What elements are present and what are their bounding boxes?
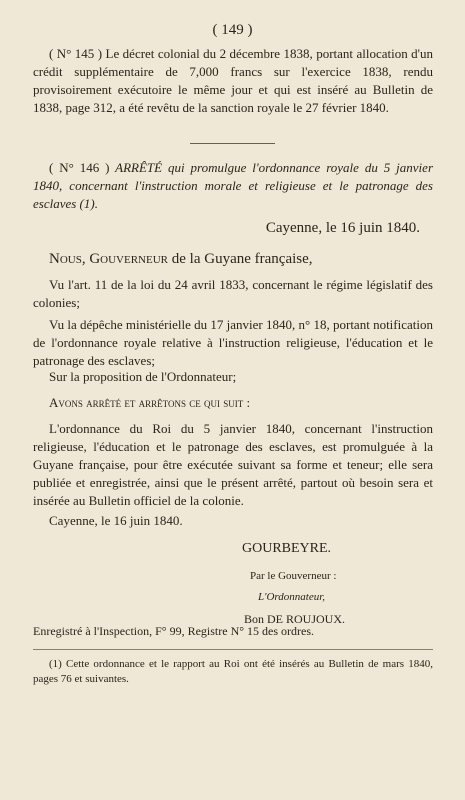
closing-dateline: Cayenne, le 16 juin 1840. — [49, 513, 183, 528]
decree-146-title: ARRÊTÉ qui promulgue l'ordonnance royale du 5 janvier 1840, concernant l'instruction morale et religieuse et le patronage des esclaves (1). — [33, 160, 433, 211]
governor-signature: GOURBEYRE. — [242, 541, 332, 556]
footnote: (1) Cette ordonnance et le rapport au Roi ont été insérés au Bulletin de mars 1840, pages 76 et suivantes. — [33, 658, 433, 685]
paragraph-proposition: Sur la proposition de l'Ordonnateur; — [49, 369, 237, 384]
ordonnateur-title: L'Ordonnateur, — [258, 591, 326, 603]
paragraph-vu-loi: Vu l'art. 11 de la loi du 24 avril 1833, concernant le régime législatif des colonies; — [33, 277, 433, 310]
registration-note: Enregistré à l'Inspection, F° 99, Registre N° 15 des ordres. — [33, 624, 315, 638]
paragraph-avons-arrete: Avons arrêté et arrêtons ce qui suit : — [49, 395, 251, 410]
footnote-divider — [33, 649, 433, 650]
decree-146-number: ( N° 146 ) — [49, 160, 110, 175]
decree-145-paragraph — [33, 45, 433, 117]
par-le-gouverneur: Par le Gouverneur : — [250, 570, 337, 582]
decree-146-heading — [33, 159, 433, 213]
section-divider — [190, 143, 275, 144]
decree-145-number: ( N° 145 ) — [49, 46, 103, 61]
paragraph-vu-depeche: Vu la dépêche ministérielle du 17 janvier 1840, n° 18, portant notification de l'ordonnance royale relative à l'instruction religieuse, l'éducation et le patronage des esclaves; — [33, 317, 433, 368]
paragraph-ordonnance: L'ordonnance du Roi du 5 janvier 1840, concernant l'instruction religieuse, l'éducation et le patronage des esclaves, est promulguée à la Guyane française, pour être exécutée suivant sa forme et teneur; elle sera publiée et enregistrée, ainsi que le présent arrêté, partout où besoin sera et insérée au Bulletin officiel de la colonie. — [33, 421, 433, 508]
nous-rest: de la Guyane française, — [168, 251, 313, 267]
page-number: ( 149 ) — [212, 22, 253, 38]
nous-gouverneur: Nous, Gouverneur — [49, 251, 169, 267]
nous-line — [33, 250, 433, 268]
decree-145-text: Le décret colonial du 2 décembre 1838, portant allocation d'un crédit supplémentaire de 7,000 francs sur l'exercice 1838, rendu provisoirement exécutoire le même jour et qui est inséré au Bulletin de 1838, page 312, a été revêtu de la sanction royale le 27 février 1840. — [33, 46, 434, 115]
decree-dateline: Cayenne, le 16 juin 1840. — [265, 220, 420, 236]
baron-roujoux-signature: Bon DE ROUJOUX. — [244, 612, 346, 626]
